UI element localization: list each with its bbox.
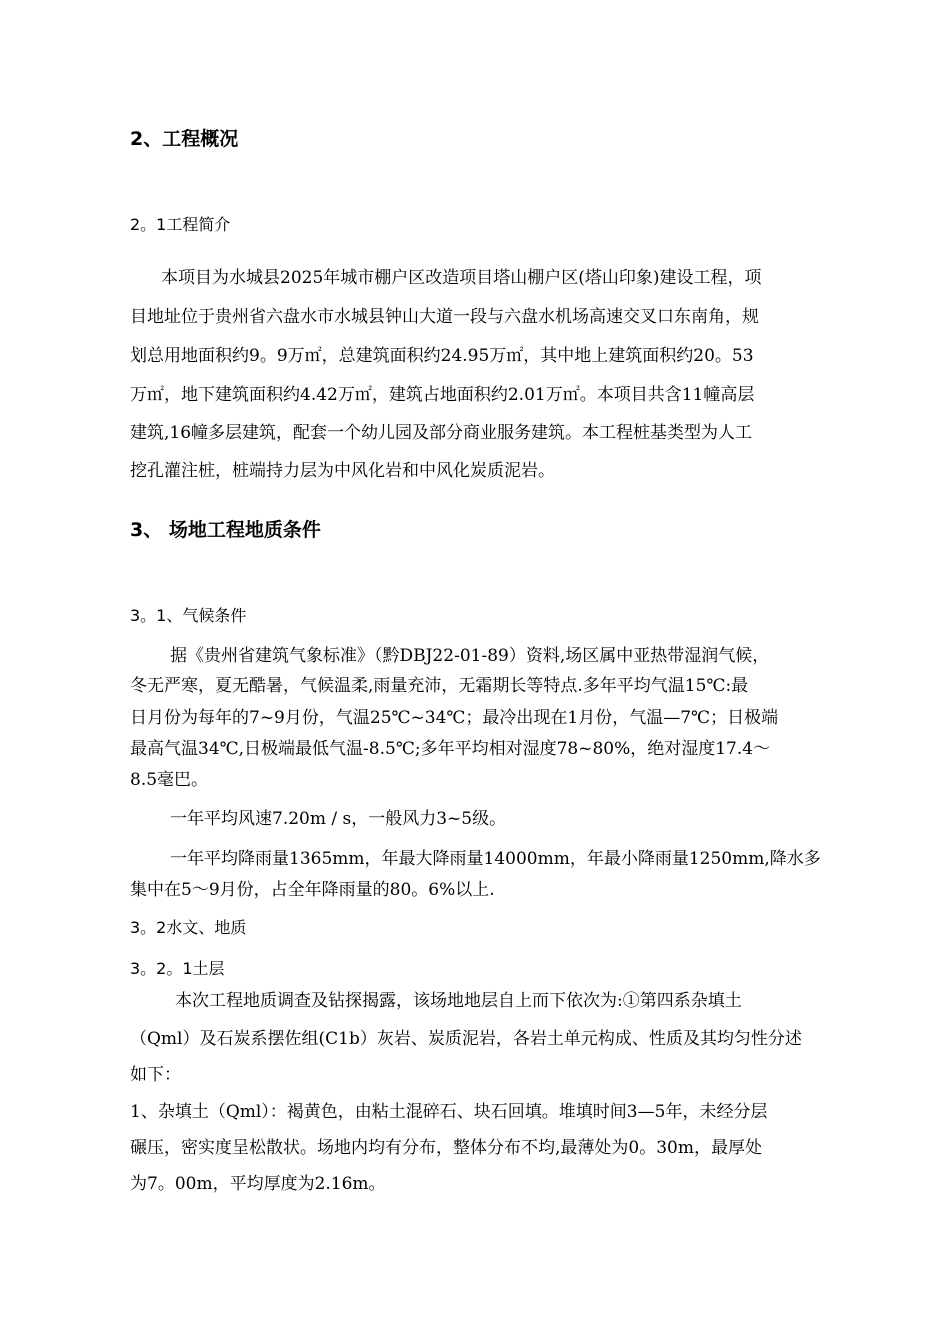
section-2-heading: 2、工程概况 [130,128,239,150]
section-3-heading: 3、 场地工程地质条件 [130,519,321,541]
paragraph-line: 一年平均风速7.20m / s，一般风力3~5级。 [170,809,507,829]
paragraph-line: 1、杂填土（Qml）：褐黄色，由粘土混碎石、块石回填。堆填时间3—5年，未经分层 [130,1102,768,1122]
paragraph-line: 最高气温34℃,日极端最低气温-8.5℃;多年平均相对湿度78~80%，绝对湿度17.4～ [130,739,771,759]
paragraph-line: 划总用地面积约9。9万㎡，总建筑面积约24.95万㎡，其中地上建筑面积约20。53 [130,346,754,366]
section-3-1-heading: 3。1、气候条件 [130,606,247,625]
section-2-1-heading: 2。1工程简介 [130,215,231,234]
paragraph-line: （Qml）及石炭系摆佐组(C1b）灰岩、炭质泥岩，各岩土单元构成、性质及其均匀性分述 [130,1029,802,1049]
paragraph-line: 建筑,16幢多层建筑，配套一个幼儿园及部分商业服务建筑。本工程桩基类型为人工 [130,423,753,443]
paragraph-line: 目地址位于贵州省六盘水市水城县钟山大道一段与六盘水机场高速交叉口东南角，规 [130,307,759,327]
paragraph-line: 万㎡，地下建筑面积约4.42万㎡，建筑占地面积约2.01万㎡。本项目共含11幢高层 [130,385,755,405]
paragraph-line: 集中在5～9月份，占全年降雨量的80。6%以上. [130,880,495,900]
paragraph-line: 碾压，密实度呈松散状。场地内均有分布，整体分布不均,最薄处为0。30m，最厚处 [130,1138,762,1158]
section-3-2-heading: 3。2水文、地质 [130,918,247,937]
paragraph-line: 如下： [130,1065,181,1085]
paragraph-line: 为7。00m，平均厚度为2.16m。 [130,1174,386,1194]
paragraph-line: 据《贵州省建筑气象标准》（黔DBJ22-01-89）资料,场区属中亚热带湿润气候， [170,646,770,666]
paragraph-line: 8.5毫巴。 [130,770,209,790]
paragraph-line: 冬无严寒，夏无酷暑，气候温柔,雨量充沛，无霜期长等特点.多年平均气温15℃:最 [130,676,749,696]
paragraph-line: 本次工程地质调查及钻探揭露，该场地地层自上而下依次为:①第四系杂填土 [175,991,742,1011]
paragraph-line: 挖孔灌注桩，桩端持力层为中风化岩和中风化炭质泥岩。 [130,461,555,481]
paragraph-line: 日月份为每年的7~9月份，气温25℃~34℃；最冷出现在1月份，气温—7℃；日极端 [130,708,779,728]
paragraph-line: 本项目为水城县2025年城市棚户区改造项目塔山棚户区(塔山印象)建设工程，项 [161,268,762,288]
section-3-2-1-heading: 3。2。1土层 [130,959,225,978]
paragraph-line: 一年平均降雨量1365mm，年最大降雨量14000mm，年最小降雨量1250mm,降水多 [170,849,821,869]
